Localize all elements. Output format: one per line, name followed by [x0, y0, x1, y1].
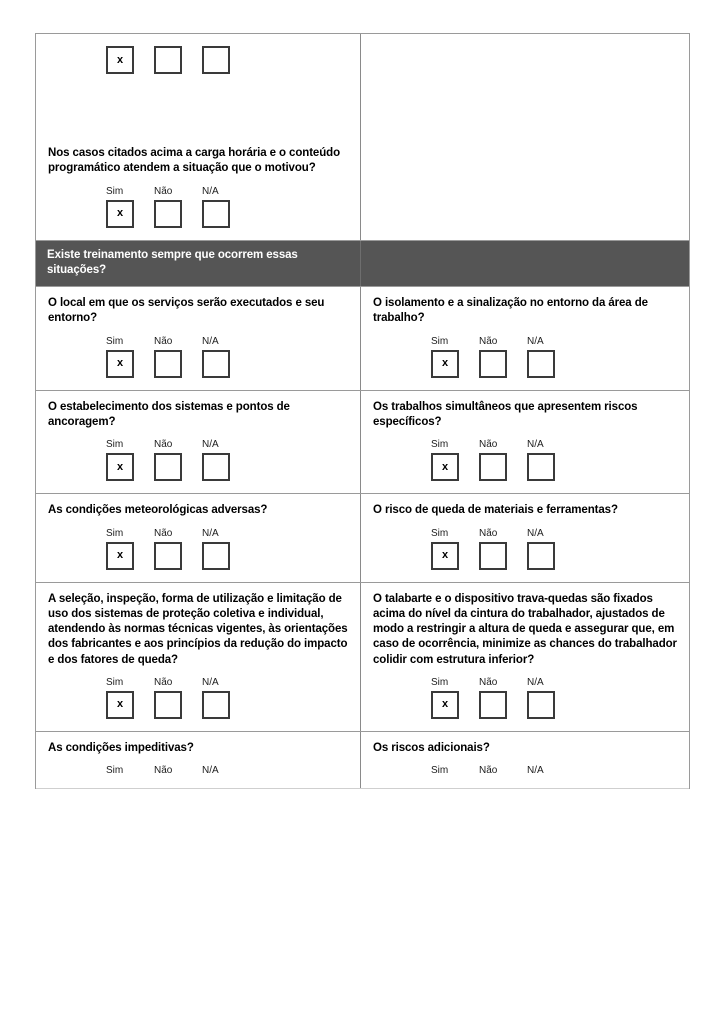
option-group	[431, 765, 677, 776]
table-cell-right	[361, 583, 689, 731]
option-label-nao: Não	[154, 335, 173, 347]
option-label-sim: Sim	[106, 527, 124, 539]
checkbox-sim[interactable]: x	[106, 542, 134, 570]
checkbox-na[interactable]	[202, 542, 230, 570]
cell-content	[36, 287, 360, 390]
table-cell-left	[36, 287, 361, 390]
option-label-sim: Sim	[106, 185, 124, 197]
question-text: A seleção, inspeção, forma de utilização e limitação de uso dos sistemas de proteção coletiva e individual, atendendo às normas técnicas vigentes, às orientações dos fabricantes e aos princípios da redução do impacto e dos fatores de queda?	[48, 592, 348, 666]
checkbox-row	[431, 542, 677, 570]
option-label-na: N/A	[202, 439, 219, 451]
option-group	[106, 186, 348, 228]
option-group	[431, 677, 677, 719]
checkbox-sim[interactable]: x	[106, 200, 134, 228]
option-label-na: N/A	[527, 335, 544, 347]
option-label-nao: Não	[154, 676, 173, 688]
checkbox-na[interactable]	[527, 542, 555, 570]
cell-content	[361, 391, 689, 494]
option-group	[106, 439, 348, 481]
question-text: Os riscos adicionais?	[373, 741, 490, 754]
checkbox-na[interactable]	[202, 350, 230, 378]
option-label-na: N/A	[527, 765, 544, 777]
option-label-sim: Sim	[431, 676, 449, 688]
option-label-na: N/A	[202, 676, 219, 688]
table-cell-right	[361, 391, 689, 494]
cell-content	[361, 494, 689, 581]
cell-content	[36, 583, 360, 731]
table-cell-right	[361, 34, 689, 240]
checkbox-row	[106, 350, 348, 378]
band-cell-right	[361, 241, 689, 287]
question-text: Nos casos citados acima a carga horária e o conteúdo programático atendem a situação que o motivou?	[48, 147, 340, 175]
option-label-sim: Sim	[106, 676, 124, 688]
question-text: O talabarte e o dispositivo trava-quedas são fixados acima do nível da cintura do trabalhador, ajustados de modo a restringir a altura de queda e assegurar que, em caso de ocorrência, minimize as chances do trabalhador colidir com estrutura inferior?	[373, 592, 677, 666]
question-text: As condições meteorológicas adversas?	[48, 504, 268, 517]
checkbox-sim[interactable]: x	[106, 453, 134, 481]
option-label-sim: Sim	[431, 335, 449, 347]
option-group	[431, 336, 677, 378]
checkbox-sim[interactable]: x	[106, 46, 134, 74]
checkbox-sim[interactable]: x	[106, 350, 134, 378]
checkbox-nao[interactable]	[154, 453, 182, 481]
checkbox-na[interactable]	[527, 691, 555, 719]
table-row-top-partial	[36, 34, 689, 241]
cell-content	[36, 34, 360, 240]
checkbox-nao[interactable]	[154, 691, 182, 719]
table-row	[36, 494, 689, 582]
checkbox-sim[interactable]: x	[431, 691, 459, 719]
option-label-nao: Não	[154, 765, 173, 777]
section-header-band	[36, 241, 689, 288]
option-label-sim: Sim	[106, 439, 124, 451]
vertical-spacer	[48, 74, 348, 146]
option-group	[431, 528, 677, 570]
option-label-nao: Não	[479, 335, 498, 347]
checkbox-row	[106, 542, 348, 570]
cell-content	[36, 732, 360, 788]
checkbox-nao[interactable]	[479, 691, 507, 719]
checkbox-row	[106, 691, 348, 719]
checkbox-nao[interactable]	[479, 350, 507, 378]
checkbox-row	[431, 691, 677, 719]
table-cell-right	[361, 494, 689, 581]
checkbox-sim[interactable]: x	[431, 350, 459, 378]
checkbox-sim[interactable]: x	[431, 542, 459, 570]
checkbox-row	[431, 453, 677, 481]
cell-content	[361, 732, 689, 788]
option-label-sim: Sim	[431, 527, 449, 539]
option-label-nao: Não	[479, 527, 498, 539]
option-labels	[106, 677, 348, 688]
option-group-orphan	[106, 46, 348, 74]
option-labels	[106, 528, 348, 539]
option-group	[106, 528, 348, 570]
table-cell-left	[36, 494, 361, 581]
band-cell-left	[36, 241, 361, 287]
option-label-na: N/A	[202, 527, 219, 539]
checkbox-row	[431, 350, 677, 378]
question-text: O isolamento e a sinalização no entorno da área de trabalho?	[373, 297, 648, 325]
option-label-nao: Não	[479, 765, 498, 777]
option-group	[431, 439, 677, 481]
checkbox-na[interactable]	[527, 453, 555, 481]
option-group	[106, 336, 348, 378]
checkbox-nao[interactable]	[479, 453, 507, 481]
table-row	[36, 391, 689, 495]
option-labels	[106, 336, 348, 347]
checkbox-nao[interactable]	[154, 200, 182, 228]
checkbox-nao[interactable]	[479, 542, 507, 570]
cell-content	[36, 391, 360, 494]
checkbox-na[interactable]	[202, 453, 230, 481]
cell-content	[361, 287, 689, 390]
option-group	[106, 677, 348, 719]
checkbox-na[interactable]	[527, 350, 555, 378]
checkbox-nao[interactable]	[154, 350, 182, 378]
option-labels	[431, 439, 677, 450]
option-labels	[106, 186, 348, 197]
table-cell-left	[36, 732, 361, 788]
option-labels	[106, 439, 348, 450]
table-row	[36, 583, 689, 732]
option-label-sim: Sim	[431, 765, 449, 777]
option-label-na: N/A	[202, 335, 219, 347]
table-row-truncated	[36, 732, 689, 789]
checkbox-nao[interactable]	[154, 542, 182, 570]
question-text: O risco de queda de materiais e ferramentas?	[373, 504, 618, 517]
checkbox-sim[interactable]: x	[106, 691, 134, 719]
question-text: As condições impeditivas?	[48, 741, 194, 754]
option-labels	[431, 528, 677, 539]
cell-content	[361, 583, 689, 731]
option-label-na: N/A	[527, 676, 544, 688]
option-label-na: N/A	[202, 765, 219, 777]
checkbox-row	[106, 46, 348, 74]
table-cell-left	[36, 583, 361, 731]
option-label-na: N/A	[527, 439, 544, 451]
section-title-right	[361, 241, 689, 256]
option-label-sim: Sim	[106, 335, 124, 347]
table-cell-left	[36, 34, 361, 240]
table-cell-right	[361, 732, 689, 788]
option-label-sim: Sim	[106, 765, 124, 777]
option-group	[106, 765, 348, 776]
cell-content	[36, 494, 360, 581]
question-text: O local em que os serviços serão executados e seu entorno?	[48, 297, 325, 325]
option-labels	[431, 765, 677, 776]
checkbox-row	[106, 453, 348, 481]
option-label-nao: Não	[154, 527, 173, 539]
option-labels	[106, 765, 348, 776]
option-label-na: N/A	[527, 527, 544, 539]
option-label-sim: Sim	[431, 439, 449, 451]
section-title: Existe treinamento sempre que ocorrem essas situações?	[47, 248, 298, 276]
cell-content	[361, 34, 689, 55]
question-text: O estabelecimento dos sistemas e pontos de ancoragem?	[48, 400, 290, 428]
option-label-nao: Não	[154, 185, 173, 197]
table-cell-left	[36, 391, 361, 494]
option-label-nao: Não	[154, 439, 173, 451]
table-row	[36, 287, 689, 391]
checkbox-nao[interactable]	[154, 46, 182, 74]
option-labels	[431, 677, 677, 688]
checkbox-sim[interactable]: x	[431, 453, 459, 481]
checkbox-na[interactable]	[202, 691, 230, 719]
checkbox-na[interactable]	[202, 46, 230, 74]
option-label-na: N/A	[202, 185, 219, 197]
question-text: Os trabalhos simultâneos que apresentem riscos específicos?	[373, 400, 638, 428]
option-label-nao: Não	[479, 439, 498, 451]
checkbox-row	[106, 200, 348, 228]
checkbox-na[interactable]	[202, 200, 230, 228]
option-label-nao: Não	[479, 676, 498, 688]
table-cell-right	[361, 287, 689, 390]
checklist-table	[35, 33, 690, 789]
option-labels	[431, 336, 677, 347]
